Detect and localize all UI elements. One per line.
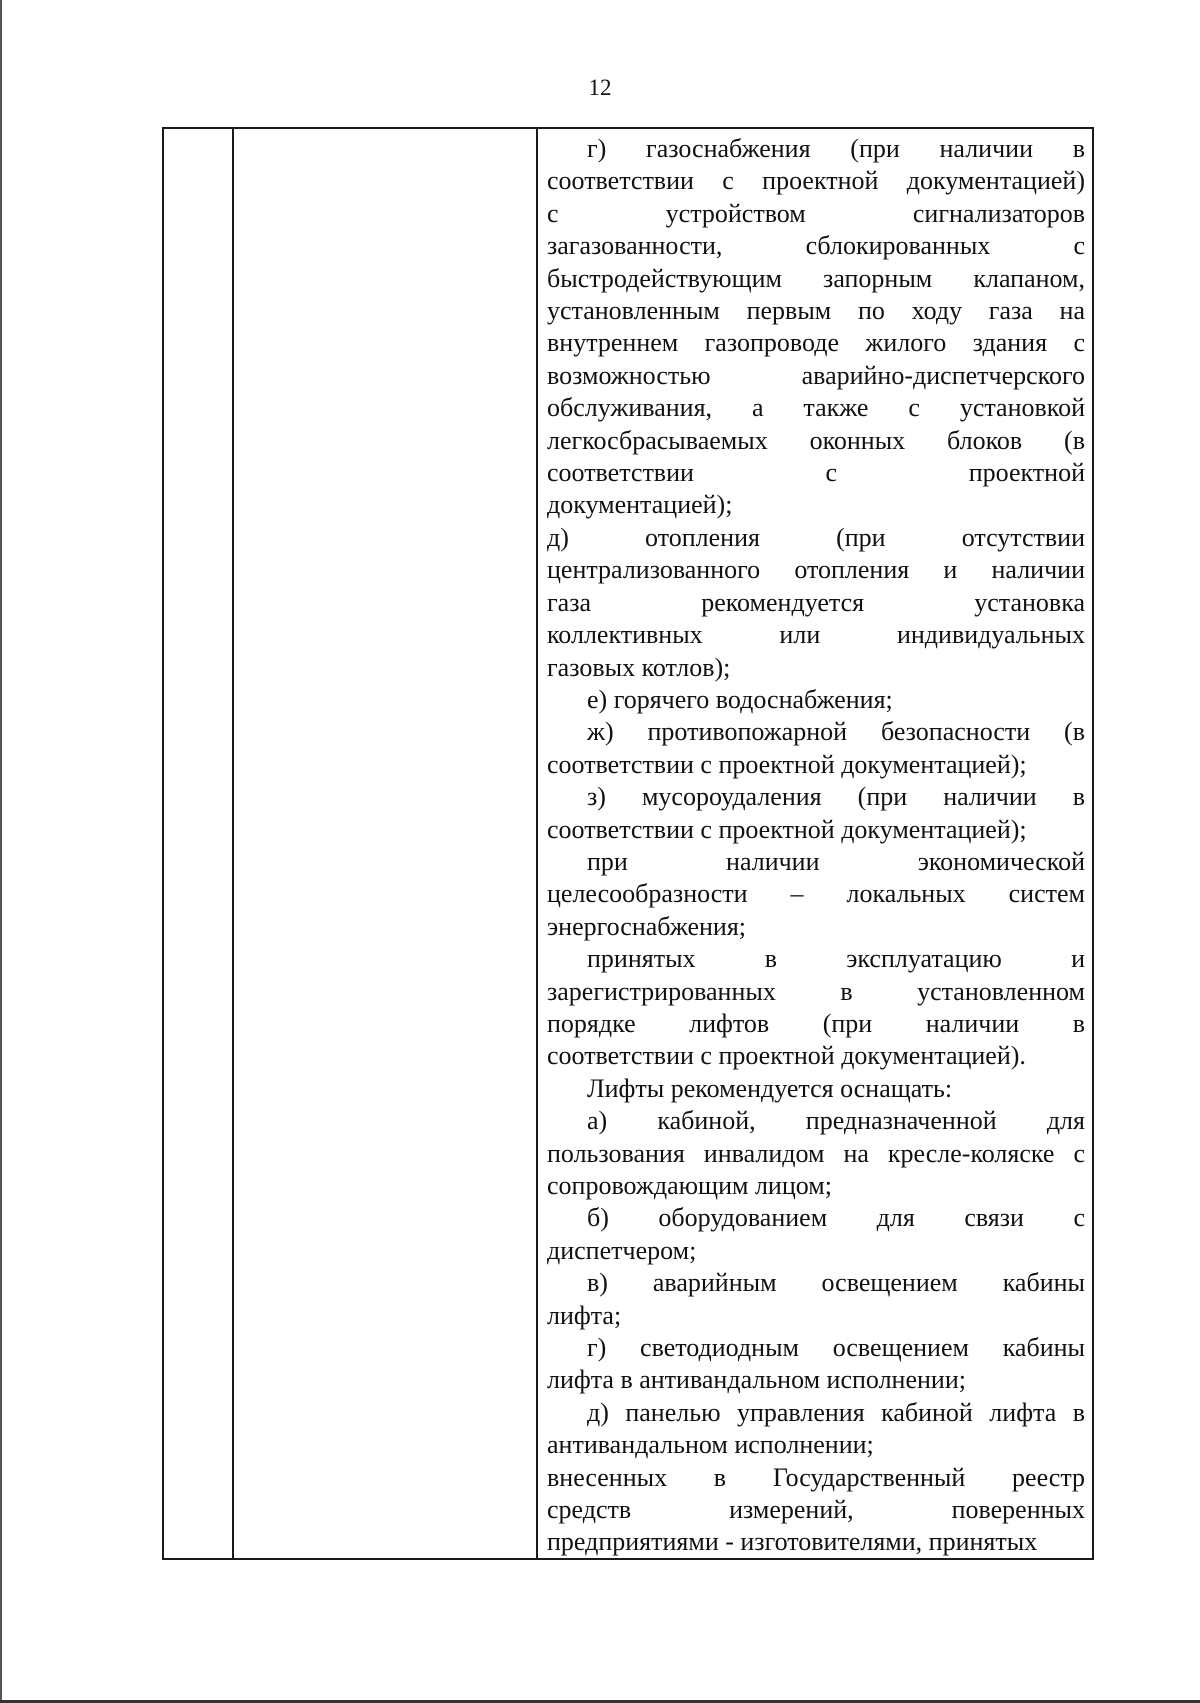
text-line: внутреннем газопроводе жилого здания с (547, 328, 1085, 358)
text-line: установленным первым по ходу газа на (547, 296, 1085, 326)
text-line: с устройством сигнализаторов (547, 198, 1085, 228)
text-line: Лифты рекомендуется оснащать: (587, 1073, 953, 1103)
text-line: принятых в эксплуатацию и (587, 944, 1085, 974)
text-line: в) аварийным освещением кабины (587, 1268, 1085, 1298)
text-line: предприятиями - изготовителями, принятых (547, 1527, 1038, 1557)
text-line: соответствии с проектной документацией). (547, 1041, 1026, 1071)
text-line: внесенных в Государственный реестр (547, 1462, 1085, 1492)
text-line: соответствии с проектной документацией); (547, 814, 1027, 844)
text-line: соответствии с проектной документацией); (547, 749, 1027, 779)
scan-edge-shadow (0, 0, 2, 1703)
text-line: газовых котлов); (547, 652, 731, 682)
text-line: средств измерений, поверенных (547, 1495, 1085, 1525)
text-line: обслуживания, а также с установкой (547, 393, 1085, 423)
text-line: д) отопления (при отсутствии (547, 522, 1085, 552)
text-line: порядке лифтов (при наличии в (547, 1008, 1085, 1038)
text-line: сопровождающим лицом; (547, 1171, 832, 1200)
text-line: а) кабиной, предназначенной для (587, 1106, 1085, 1136)
text-line: при наличии экономической (587, 846, 1085, 876)
text-line: энергоснабжения; (547, 911, 747, 941)
text-line: возможностью аварийно-диспетчерского (547, 360, 1085, 390)
text-line: ж) противопожарной безопасности (в (587, 717, 1085, 747)
text-line: соответствии с проектной (547, 458, 1085, 488)
requirements-text-cell (547, 133, 1085, 1559)
text-line: д) панелью управления кабиной лифта в (587, 1397, 1085, 1427)
text-line: целесообразности – локальных систем (547, 879, 1085, 909)
table-column-divider (536, 129, 538, 1558)
text-line: е) горячего водоснабжения; (587, 684, 893, 714)
text-line: централизованного отопления и наличии (547, 555, 1085, 585)
text-line: г) газоснабжения (при наличии в (587, 134, 1085, 163)
text-line: коллективных или индивидуальных (547, 620, 1085, 650)
text-line: диспетчером; (547, 1235, 697, 1265)
text-line: газа рекомендуется установка (547, 587, 1085, 617)
table-column-divider (232, 129, 234, 1558)
text-line: б) оборудованием для связи с (587, 1203, 1085, 1233)
text-line: загазованности, сблокированных с (547, 231, 1085, 261)
text-line: пользования инвалидом на кресле-коляске с (547, 1138, 1085, 1168)
document-table (162, 127, 1094, 1560)
text-line: быстродействующим запорным клапаном, (547, 263, 1085, 293)
text-line: антивандальном исполнении; (547, 1430, 874, 1460)
text-line: лифта в антивандальном исполнении; (547, 1365, 966, 1395)
text-line: соответствии с проектной документацией) (547, 166, 1085, 196)
text-line: легкосбрасываемых оконных блоков (в (547, 425, 1085, 455)
page-number: 12 (588, 75, 612, 100)
text-line: г) светодиодным освещением кабины (587, 1333, 1085, 1363)
text-line: з) мусороудаления (при наличии в (587, 782, 1085, 812)
text-line: документацией); (547, 490, 733, 520)
text-line: лифта; (547, 1300, 622, 1330)
text-line: зарегистрированных в установленном (547, 976, 1085, 1006)
